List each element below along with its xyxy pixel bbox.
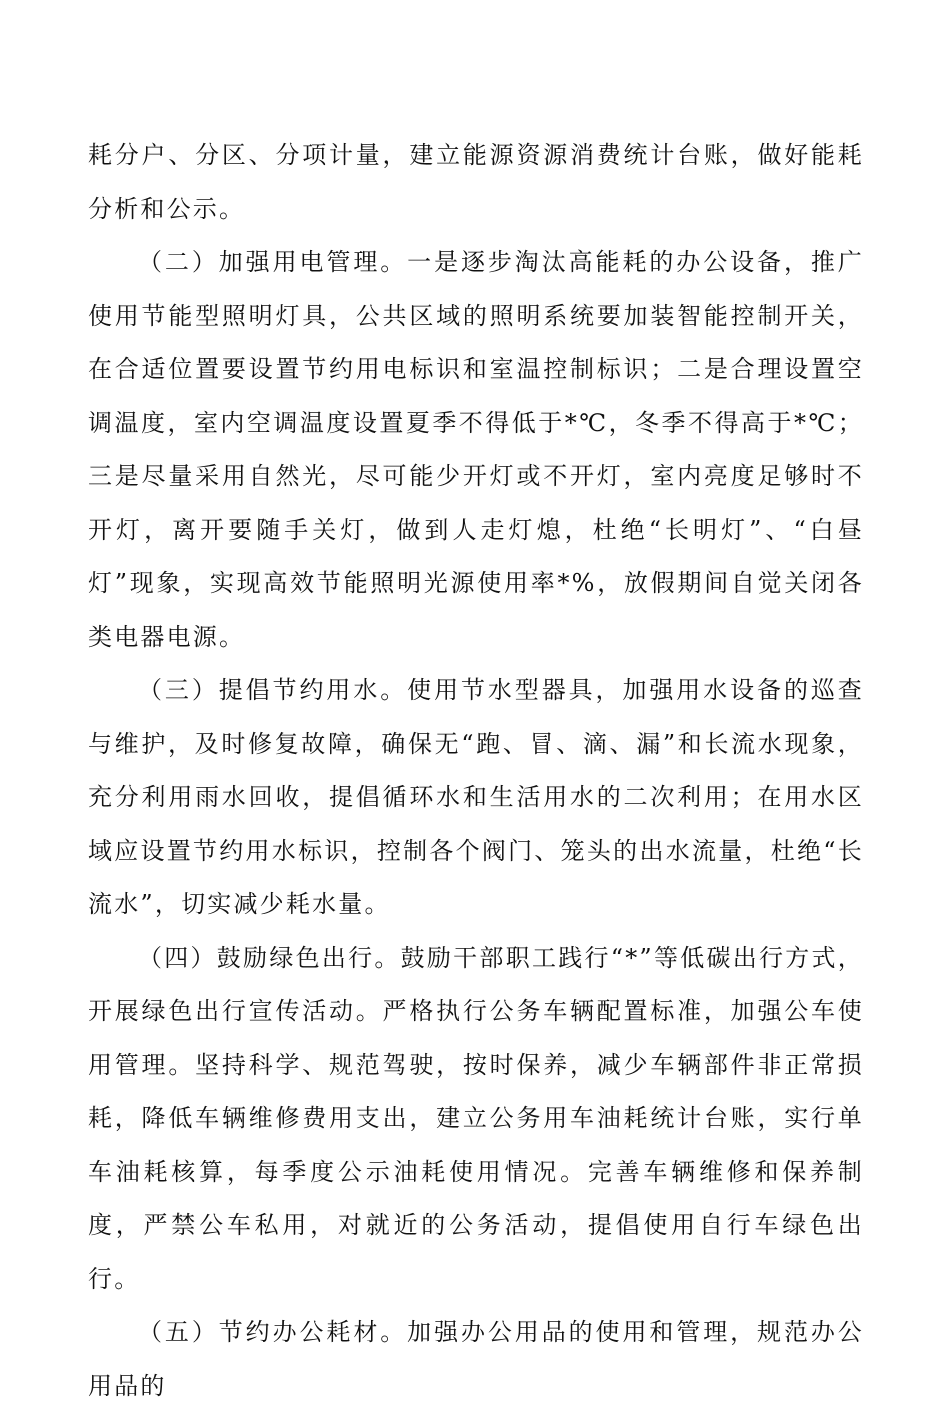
document-body: [88, 129, 864, 1413]
paragraph-green-travel: （四）鼓励绿色出行。鼓励干部职工践行“*”等低碳出行方式，开展绿色出行宣传活动。严格执行公务车辆配置标准，加强公车使用管理。坚持科学、规范驾驶，按时保养，减少车辆部件非正常损耗，降低车辆维修费用支出，建立公务用车油耗统计台账，实行单车油耗核算，每季度公示油耗使用情况。完善车辆维修和保养制度，严禁公车私用，对就近的公务活动，提倡使用自行车绿色出行。: [88, 943, 864, 1293]
paragraph-electricity-management: （二）加强用电管理。一是逐步淘汰高能耗的办公设备，推广使用节能型照明灯具，公共区域的照明系统要加装智能控制开关，在合适位置要设置节约用电标识和室温控制标识；二是合理设置空调温度，室内空调温度设置夏季不得低于*℃，冬季不得高于*℃；三是尽量采用自然光，尽可能少开灯或不开灯，室内亮度足够时不开灯，离开要随手关灯，做到人走灯熄，杜绝“长明灯”、“白昼灯”现象，实现高效节能照明光源使用率*%，放假期间自觉关闭各类电器电源。: [88, 248, 864, 651]
paragraph-water-saving: （三）提倡节约用水。使用节水型器具，加强用水设备的巡查与维护，及时修复故障，确保无“跑、冒、滴、漏”和长流水现象，充分利用雨水回收，提倡循环水和生活用水的二次利用；在用水区域应设置节约用水标识，控制各个阀门、笼头的出水流量，杜绝“长流水”，切实减少耗水量。: [88, 676, 864, 918]
paragraph-continuation: 耗分户、分区、分项计量，建立能源资源消费统计台账，做好能耗分析和公示。: [88, 141, 864, 223]
paragraph-office-supplies: （五）节约办公耗材。加强办公用品的使用和管理，规范办公用品的: [88, 1318, 864, 1400]
